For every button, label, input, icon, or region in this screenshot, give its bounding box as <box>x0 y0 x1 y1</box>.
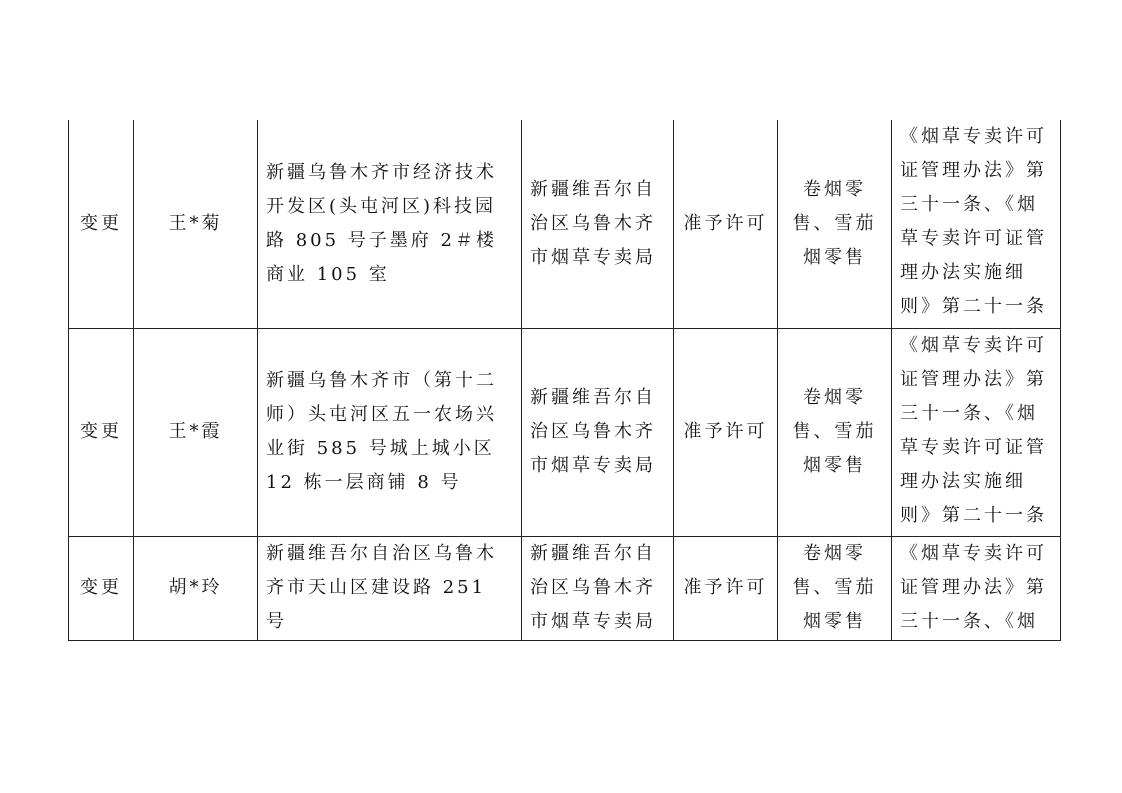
change-type-cell: 变更 <box>69 328 134 536</box>
licensing-agency-cell: 新疆维吾尔自治区乌鲁木齐市烟草专卖局 <box>522 328 674 536</box>
decision-cell: 准予许可 <box>674 536 778 640</box>
legal-basis-cell: 《烟草专卖许可证管理办法》第三十一条、《烟草专卖许可证管理办法实施细则》第二十一条 <box>892 328 1061 536</box>
table-row <box>69 120 1061 328</box>
business-address-cell: 新疆乌鲁木齐市（第十二师）头屯河区五一农场兴业街 585 号城上城小区 12 栋一层商铺 8 号 <box>258 328 522 536</box>
decision-cell: 准予许可 <box>674 328 778 536</box>
business-scope-cell: 卷烟零售、雪茄烟零售 <box>778 328 892 536</box>
licensee-name-cell: 胡*玲 <box>134 536 258 640</box>
legal-basis-cell: 《烟草专卖许可证管理办法》第三十一条、《烟草专卖许可证管理办法实施细则》第二十一条 <box>892 120 1061 328</box>
licensing-agency-cell: 新疆维吾尔自治区乌鲁木齐市烟草专卖局 <box>522 120 674 328</box>
licensee-name-cell: 王*菊 <box>134 120 258 328</box>
licensing-agency-cell: 新疆维吾尔自治区乌鲁木齐市烟草专卖局 <box>522 536 674 640</box>
table-row <box>69 536 1061 640</box>
licensee-name-cell: 王*霞 <box>134 328 258 536</box>
business-scope-cell: 卷烟零售、雪茄烟零售 <box>778 536 892 640</box>
change-type-cell: 变更 <box>69 120 134 328</box>
change-type-cell: 变更 <box>69 536 134 640</box>
business-address-cell: 新疆维吾尔自治区乌鲁木齐市天山区建设路 251 号 <box>258 536 522 640</box>
license-table-page <box>68 120 1060 641</box>
decision-cell: 准予许可 <box>674 120 778 328</box>
legal-basis-cell: 《烟草专卖许可证管理办法》第三十一条、《烟 <box>892 536 1061 640</box>
table-row <box>69 328 1061 536</box>
business-scope-cell: 卷烟零售、雪茄烟零售 <box>778 120 892 328</box>
business-address-cell: 新疆乌鲁木齐市经济技术开发区(头屯河区)科技园路 805 号子墨府 2＃楼商业 105 室 <box>258 120 522 328</box>
license-table <box>68 120 1061 641</box>
